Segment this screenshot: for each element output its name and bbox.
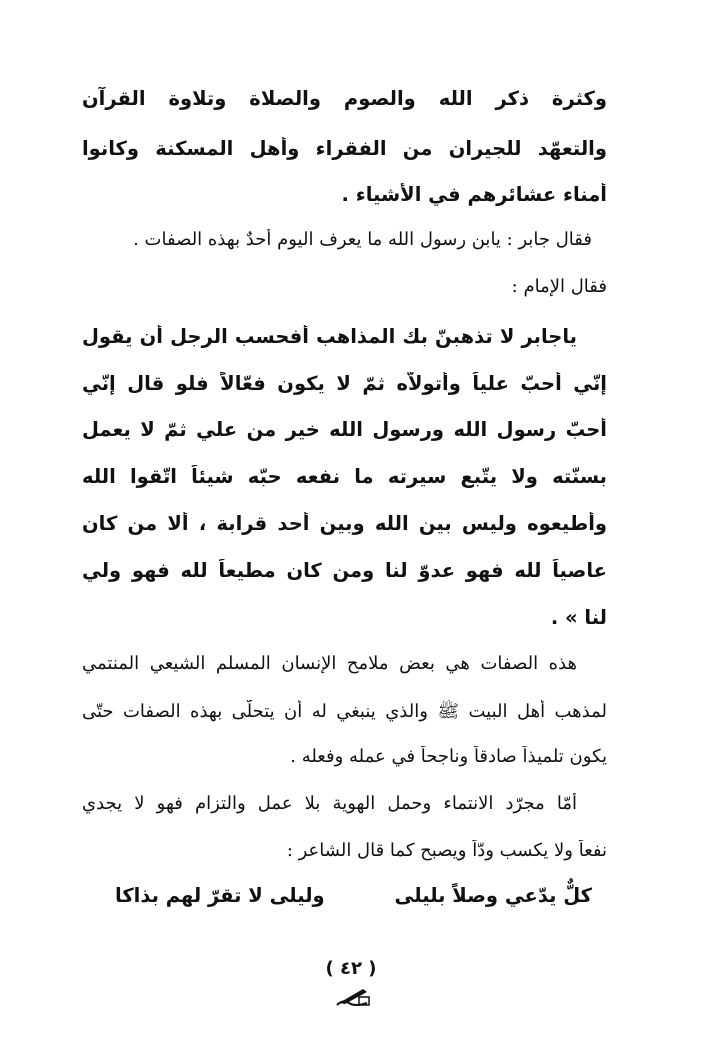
text-line-7: إنّي أُحبّ علياً وأتولاّه ثمّ لا يكون فعّالاً فلو قال إنّي [82, 372, 607, 395]
text-line-5: فقال الإمام : [511, 276, 607, 297]
text-line-12: لنا » . [550, 606, 607, 629]
text-line-10: وأطيعوه وليس بين الله وبين أحد قرابة ، ألا من كان [82, 512, 607, 535]
verse-second-hemistich: وليلى لا تقرّ لهم بذاكا [115, 884, 325, 907]
page-number: ( ٤٢ ) [325, 958, 377, 979]
text-line-1: وكثرة ذكر الله والصوم والصلاة وتلاوة القرآن [82, 87, 607, 110]
text-line-3: أُمناء عشائرهم في الأشياء . [341, 183, 607, 206]
text-line-14: لمذهب أهل البيت ﷺ والذي ينبغي له أن يتحلّى بهذه الصفات حتّى [82, 701, 607, 722]
quill-ornament-icon [333, 985, 373, 1007]
text-line-13: هذه الصفات هي بعض ملامح الإنسان المسلم الشيعي المنتمي [82, 653, 577, 674]
text-line-17: نفعاً ولا يكسب ودّاً ويصبح كما قال الشاعر : [286, 840, 607, 861]
text-line-9: بسنّته ولا يتّبع سيرته ما نفعه حبّه شيئاً اتّقوا الله [82, 465, 607, 488]
text-line-11: عاصياً لله فهو عدوّ لنا ومن كان مطيعاً لله فهو ولي [82, 559, 607, 582]
text-line-2: والتعهّد للجيران من الفقراء وأهل المسكنة وكانوا [82, 137, 607, 160]
text-line-15: يكون تلميذاً صادقاً وناجحاً في عمله وفعله . [290, 746, 607, 767]
text-line-6: ياجابر لا تذهبنّ بك المذاهب أفحسب الرجل أن يقول [82, 325, 577, 348]
text-line-16: أمّا مجرّد الانتماء وحمل الهوية بلا عمل والتزام فهو لا يجدي [82, 793, 577, 814]
poem-verse [115, 884, 592, 907]
text-line-4: فقال جابر : يابن رسول الله ما يعرف اليوم أحدٌ بهذه الصفات . [133, 229, 592, 250]
text-line-8: أُحبّ رسول الله ورسول الله خير من علي ثمّ لا يعمل [82, 418, 607, 441]
verse-first-hemistich: كلٌّ يدّعي وصلاً بليلى [394, 884, 592, 907]
